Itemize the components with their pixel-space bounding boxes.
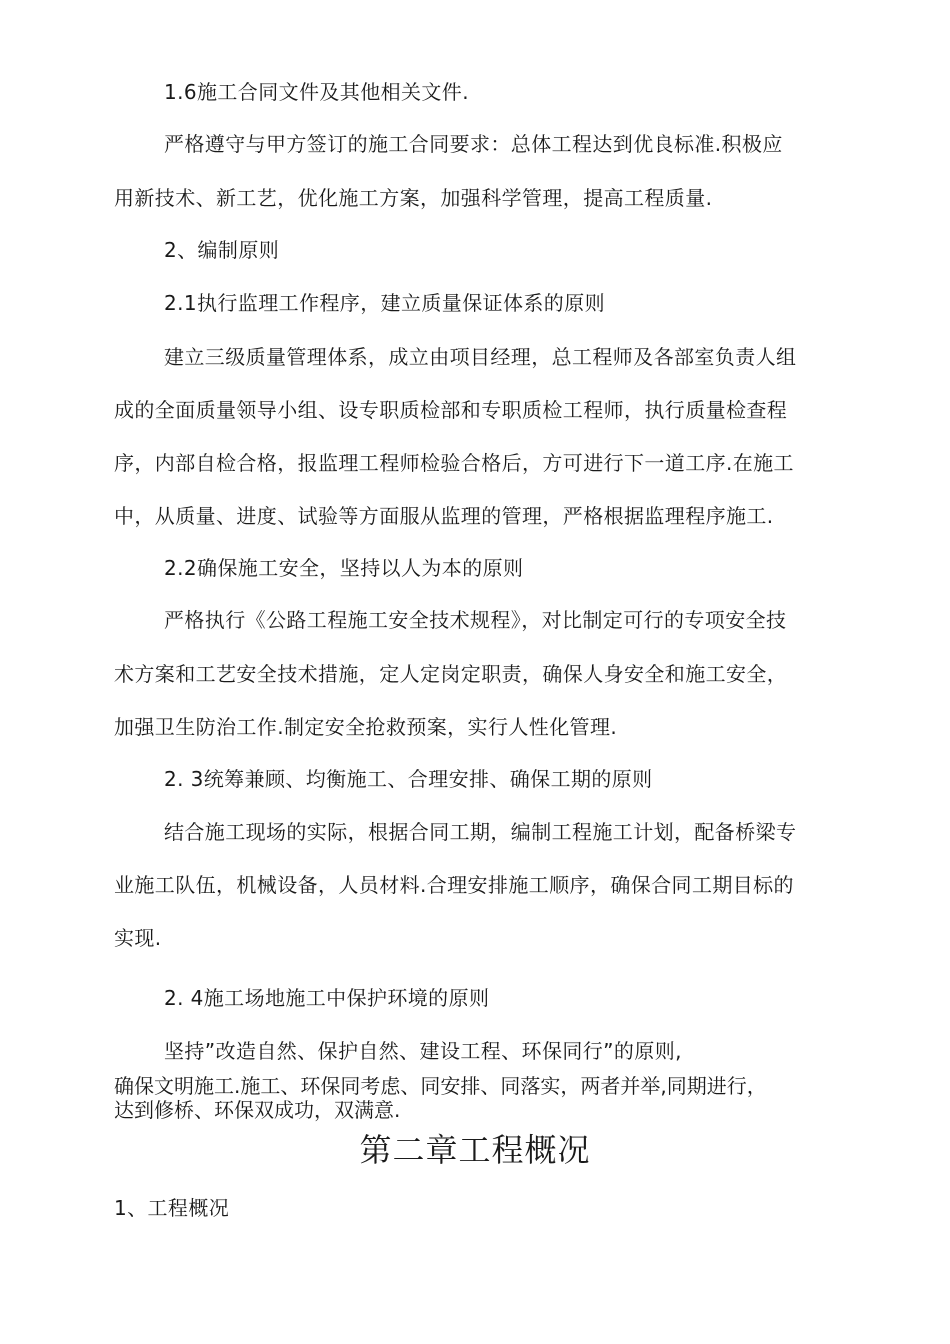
- section-heading-1-6: 1.6施工合同文件及其他相关文件.: [164, 80, 469, 104]
- paragraph-line: 业施工队伍，机械设备，人员材料.合理安排施工顺序，确保合同工期目标的: [114, 873, 794, 897]
- section-heading-2-3: 2. 3统筹兼顾、均衡施工、合理安排、确保工期的原则: [164, 767, 653, 791]
- paragraph-line: 中，从质量、进度、试验等方面服从监理的管理，严格根据监理程序施工.: [114, 504, 774, 528]
- paragraph-line: 确保文明施工.施工、环保同考虑、同安排、同落实，两者并举,同期进行，: [114, 1074, 767, 1098]
- paragraph-line: 坚持”改造自然、保护自然、建设工程、环保同行”的原则,: [164, 1039, 682, 1063]
- paragraph-line: 成的全面质量领导小组、设专职质检部和专职质检工程师，执行质量检查程: [114, 398, 788, 422]
- paragraph-line: 用新技术、新工艺，优化施工方案，加强科学管理，提高工程质量.: [114, 186, 713, 210]
- chapter-title: 第二章工程概况: [359, 1131, 591, 1169]
- paragraph-line: 建立三级质量管理体系，成立由项目经理，总工程师及各部室负责人组: [164, 345, 797, 369]
- section-heading-ch2-1: 1、工程概况: [114, 1196, 230, 1220]
- paragraph-line: 术方案和工艺安全技术措施，定人定岗定职责，确保人身安全和施工安全，: [114, 662, 788, 686]
- paragraph-line: 严格执行《公路工程施工安全技术规程》，对比制定可行的专项安全技: [164, 608, 787, 632]
- paragraph-line: 严格遵守与甲方签订的施工合同要求：总体工程达到优良标准.积极应: [164, 132, 783, 156]
- section-heading-2-4: 2. 4施工场地施工中保护环境的原则: [164, 986, 490, 1010]
- paragraph-line: 加强卫生防治工作.制定安全抢救预案，实行人性化管理.: [114, 715, 618, 739]
- paragraph-line: 达到修桥、环保双成功，双满意.: [114, 1098, 401, 1122]
- paragraph-line: 结合施工现场的实际，根据合同工期，编制工程施工计划，配备桥梁专: [164, 820, 797, 844]
- paragraph-line: 序，内部自检合格，报监理工程师检验合格后，方可进行下一道工序.在施工: [114, 451, 794, 475]
- section-heading-2: 2、编制原则: [164, 238, 280, 262]
- section-heading-2-1: 2.1执行监理工作程序，建立质量保证体系的原则: [164, 291, 606, 315]
- paragraph-line: 实现.: [114, 926, 162, 950]
- section-heading-2-2: 2.2确保施工安全，坚持以人为本的原则: [164, 556, 524, 580]
